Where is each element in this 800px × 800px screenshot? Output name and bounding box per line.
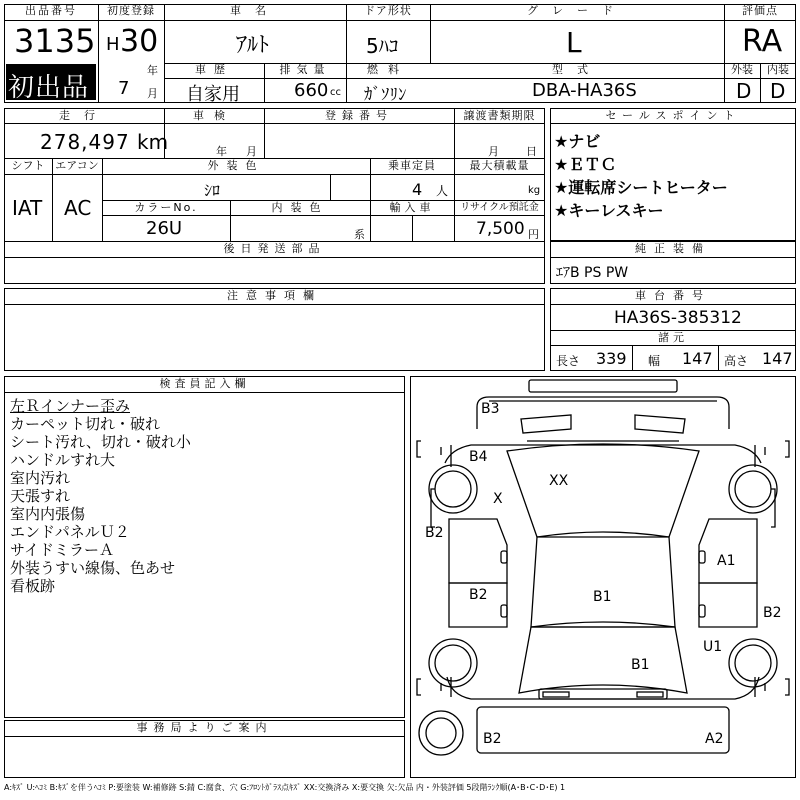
damage-mark-b3: B3: [481, 401, 500, 417]
equipment-label: 純正装備: [635, 242, 711, 255]
grade: L: [566, 26, 582, 59]
history: 自家用: [186, 84, 240, 105]
displacement-label: 排気量: [279, 63, 331, 76]
chassis-label: 車台番号: [635, 289, 711, 302]
dims-label: 諸元: [658, 331, 688, 344]
damage-mark-b4: B4: [469, 449, 488, 465]
lot-no-label: 出品番号: [25, 4, 77, 17]
shift: IAT: [12, 196, 43, 220]
inspector-line: エンドパネルＵ２: [10, 523, 130, 541]
model-label: 型式: [552, 63, 602, 76]
damage-mark-xx: XX: [549, 473, 569, 489]
color-no: 26U: [146, 218, 183, 239]
exterior-color-label: 外装色: [207, 159, 265, 172]
height: 147: [762, 349, 793, 368]
color-no-label: カラーNo.: [134, 201, 198, 214]
reg-no-label: 登録番号: [325, 109, 393, 122]
damage-mark-b2-bottom: B2: [483, 731, 502, 747]
era: H: [106, 34, 120, 55]
transfer-day: 日: [526, 145, 537, 158]
equipment-value: ｴｱB PS PW: [556, 265, 629, 281]
recycle-label: リサイクル預託金: [460, 202, 539, 213]
score-label: 評価点: [742, 4, 778, 17]
recycle-fee: 7,500: [476, 219, 525, 239]
chassis-number: HA36S-385312: [614, 308, 742, 328]
damage-mark-b1-center: B1: [593, 589, 612, 605]
damage-mark-a1: A1: [717, 553, 736, 569]
history-label: 車歴: [195, 63, 233, 76]
first-listing-badge-text: 初出品: [8, 73, 90, 103]
ext-grade: D: [736, 79, 752, 103]
reg-month: 7: [118, 78, 130, 99]
kg-unit: kg: [528, 185, 541, 196]
cc-unit: cc: [330, 87, 341, 98]
inspector-line: 室内汚れ: [10, 469, 71, 487]
sales-points-label: セールスポイント: [605, 109, 741, 122]
reg-year: 30: [120, 24, 159, 59]
inspector-line: サイドミラーＡ: [10, 541, 114, 559]
kei-unit: 系: [354, 228, 365, 241]
fuel: ｶﾞｿﾘﾝ: [364, 85, 407, 105]
inspector-line: 看板跡: [10, 577, 56, 595]
capacity-label: 乗車定員: [388, 159, 436, 172]
length: 339: [596, 349, 627, 368]
grade-label: グレード: [527, 4, 627, 17]
exterior-color: ｼﾛ: [204, 181, 221, 200]
inspection-label: 車検: [193, 109, 235, 122]
mileage: 278,497: [40, 130, 130, 154]
persons-unit: 人: [436, 184, 449, 198]
car-name: ｱﾙﾄ: [236, 33, 270, 58]
first-reg-label: 初度登録: [107, 4, 155, 17]
damage-mark-b2-left: B2: [425, 525, 444, 541]
car-diagram: [411, 377, 795, 777]
inspector-line: 左Ｒインナー歪み: [10, 397, 131, 415]
interior-color-label: 内装色: [271, 201, 329, 214]
length-label: 長さ: [556, 354, 581, 368]
width-label: 幅: [648, 354, 661, 368]
inspector-line: シート汚れ、切れ・破れ小: [10, 433, 191, 451]
transfer-label: 譲渡書類期限: [463, 109, 536, 122]
ac-label: エアコン: [55, 159, 99, 172]
sales-point-item: ★ナビ: [554, 132, 601, 151]
inspector-line: 外装うすい線傷、色あせ: [10, 559, 176, 577]
int-grade: D: [770, 79, 786, 103]
inspector-line: ハンドルすれ大: [10, 451, 116, 469]
later-parts-label: 後日発送部品: [223, 242, 326, 255]
legend: A:ｷｽﾞ U:ﾍｺﾐ B:ｷｽﾞを伴うﾍｺﾐ P:要塗装 W:補修跡 S:錆 C:腐食、穴 G:ﾌﾛﾝﾄｶﾞﾗｽ点ｷｽﾞ XX:交換済み X:要交換 欠:欠品 内・外装評価 5段階ﾗﾝｸ順(A･B･C･D･E) 1: [4, 783, 566, 792]
office-label: 事務局よりご案内: [136, 721, 273, 734]
inspector-line: 天張すれ: [10, 487, 71, 505]
import-label: 輸入車: [389, 201, 435, 214]
int-label: 内装: [767, 63, 789, 76]
inspector-line: カーペット切れ・破れ: [10, 415, 161, 433]
fuel-label: 燃料: [367, 63, 409, 76]
car-diagram-panel: [410, 376, 796, 778]
height-label: 高さ: [724, 354, 749, 368]
month-unit: 月: [147, 87, 158, 100]
inspection-month-unit: 月: [246, 145, 257, 158]
inspector-line: 室内内張傷: [10, 505, 86, 523]
damage-mark-u1: U1: [703, 639, 723, 655]
mileage-label: 走行: [59, 109, 109, 122]
sales-point-item: ★運転席シートヒーター: [554, 178, 728, 197]
damage-mark-b1-rear: B1: [631, 657, 650, 673]
ext-label: 外装: [731, 63, 753, 76]
door-type: 5ﾊｺ: [366, 34, 399, 58]
damage-mark-b2-mid: B2: [469, 587, 488, 603]
inspector-label: 検査員記入欄: [159, 377, 250, 390]
notes-label: 注意事項欄: [227, 289, 322, 302]
sales-point-item: ★ＥＴＣ: [554, 155, 617, 174]
model: DBA-HA36S: [532, 80, 637, 101]
capacity: 4: [412, 180, 423, 199]
km-unit: km: [137, 130, 169, 154]
inspection-year-unit: 年: [216, 145, 227, 158]
sales-point-item: ★キーレスキー: [554, 201, 664, 220]
year-unit: 年: [147, 64, 158, 77]
ac: AC: [64, 196, 92, 220]
max-load-label: 最大積載量: [469, 159, 530, 172]
car-name-label: 車名: [230, 4, 280, 17]
lot-number: 3135: [14, 22, 96, 60]
score: RA: [742, 24, 783, 59]
damage-mark-b2-right: B2: [763, 605, 782, 621]
yen-unit: 円: [528, 228, 539, 241]
damage-mark-a2: A2: [705, 731, 724, 747]
transfer-month: 月: [488, 145, 499, 158]
width: 147: [682, 349, 713, 368]
displacement: 660: [294, 80, 329, 101]
shift-label: シフト: [11, 159, 45, 172]
damage-mark-x: X: [493, 491, 503, 507]
door-label: ドア形状: [364, 4, 412, 17]
